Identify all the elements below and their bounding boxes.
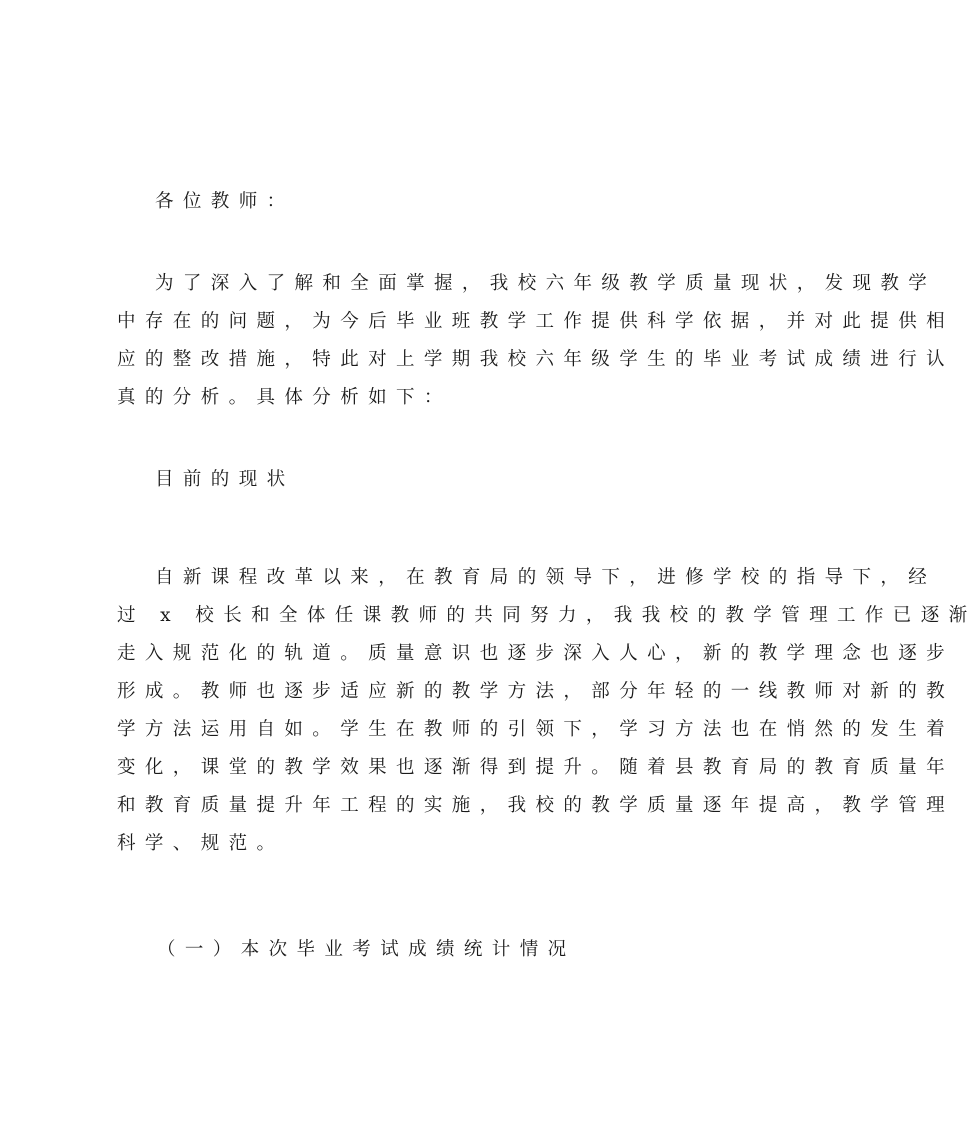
paragraph-line: 形成。教师也逐步适应新的教学方法，部分年轻的一线教师对新的教 bbox=[117, 681, 955, 702]
paragraph-line: 变化，课堂的教学效果也逐渐得到提升。随着县教育局的教育质量年 bbox=[117, 757, 955, 778]
paragraph-line: 和教育质量提升年工程的实施，我校的教学质量逐年提高，教学管理 bbox=[117, 795, 955, 816]
paragraph-line: 中存在的问题，为今后毕业班教学工作提供科学依据，并对此提供相 bbox=[117, 311, 955, 332]
paragraph-line: 走入规范化的轨道。质量意识也逐步深入人心，新的教学理念也逐步 bbox=[117, 643, 955, 664]
section-heading: 目前的现状 bbox=[155, 469, 295, 490]
paragraph-line: 科学、规范。 bbox=[117, 833, 285, 854]
paragraph-line: 过 x 校长和全体任课教师的共同努力，我我校的教学管理工作已逐渐 bbox=[117, 605, 977, 626]
salutation: 各位教师： bbox=[155, 191, 295, 212]
paragraph-line: 真的分析。具体分析如下： bbox=[117, 387, 452, 408]
paragraph-line: 学方法运用自如。学生在教师的引领下，学习方法也在悄然的发生着 bbox=[117, 719, 955, 740]
paragraph-line: 为了深入了解和全面掌握，我校六年级教学质量现状，发现教学 bbox=[155, 273, 937, 294]
paragraph-line: 应的整改措施，特此对上学期我校六年级学生的毕业考试成绩进行认 bbox=[117, 349, 955, 370]
paragraph-line: 自新课程改革以来，在教育局的领导下，进修学校的指导下，经 bbox=[155, 567, 937, 588]
subsection-heading: （一）本次毕业考试成绩统计情况 bbox=[157, 939, 576, 960]
